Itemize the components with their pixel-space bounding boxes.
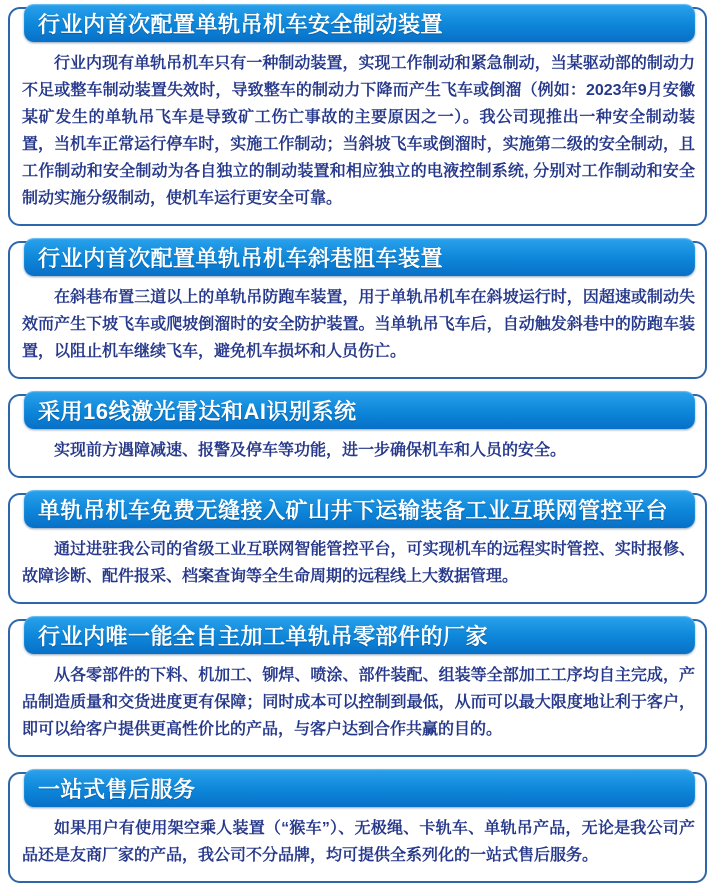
card-ramp-blocker [8,241,707,379]
section-header-banner [24,616,695,654]
card-self-manufacturing [8,619,707,757]
section-body: 通过进驻我公司的省级工业互联网智能管控平台，可实现机车的远程实时管控、实时报修、故障诊断、配件报采、档案查询等全生命周期的远程线上大数据管理。 [22,541,695,585]
card-after-sales [8,772,707,883]
card-iiot-platform [8,493,707,604]
section-body: 从各零部件的下料、机加工、铆焊、喷涂、部件装配、组装等全部加工工序均自主完成，产品制造质量和交货进度更有保障；同时成本可以控制到最低，从而可以最大限度地让利于客户，即可以给客户提供更高性价比的产品，与客户达到合作共赢的目的。 [22,667,695,738]
section-header-banner [24,4,695,42]
section-title: 行业内首次配置单轨吊机车斜巷阻车装置 [38,245,444,271]
section-title: 一站式售后服务 [38,776,196,802]
section-header-banner [24,490,695,528]
section-header-banner [24,238,695,276]
section-body: 实现前方遇障减速、报警及停车等功能，进一步确保机车和人员的安全。 [54,442,567,459]
section-body: 行业内现有单轨吊机车只有一种制动装置，实现工作制动和紧急制动，当某驱动部的制动力不足或整车制动装置失效时，导致整车的制动力下降而产生飞车或倒溜（例如：2023年9月安徽某矿发生的单轨吊飞车是导致矿工伤亡事故的主要原因之一）。我公司现推出一种安全制动装置，当机车正常运行停车时，实施工作制动；当斜坡飞车或倒溜时，实施第二级的安全制动，且工作制动和安全制动为各自独立的制动装置和相应独立的电液控制系统, 分别对工作制动和安全制动实施分级制动，使机车运行更安全可靠。 [22,55,695,207]
section-title: 行业内唯一能全自主加工单轨吊零部件的厂家 [38,623,489,649]
section-title: 单轨吊机车免费无缝接入矿山井下运输装备工业互联网管控平台 [38,497,669,523]
section-body: 在斜巷布置三道以上的单轨吊防跑车装置，用于单轨吊机车在斜坡运行时，因超速或制动失效而产生下坡飞车或爬坡倒溜时的安全防护装置。当单轨吊飞车后，自动触发斜巷中的防跑车装置，以阻止机车继续飞车，避免机车损坏和人员伤亡。 [22,289,695,360]
section-header-banner [24,769,695,807]
section-title: 采用16线激光雷达和AI识别系统 [38,398,357,424]
section-title: 行业内首次配置单轨吊机车安全制动装置 [38,11,444,37]
card-safety-brake [8,7,707,226]
section-body: 如果用户有使用架空乘人装置（“猴车”）、无极绳、卡轨车、单轨吊产品，无论是我公司产品还是友商厂家的产品，我公司不分品牌，均可提供全系列化的一站式售后服务。 [22,820,695,864]
card-lidar-ai [8,394,707,478]
section-header-banner [24,391,695,429]
